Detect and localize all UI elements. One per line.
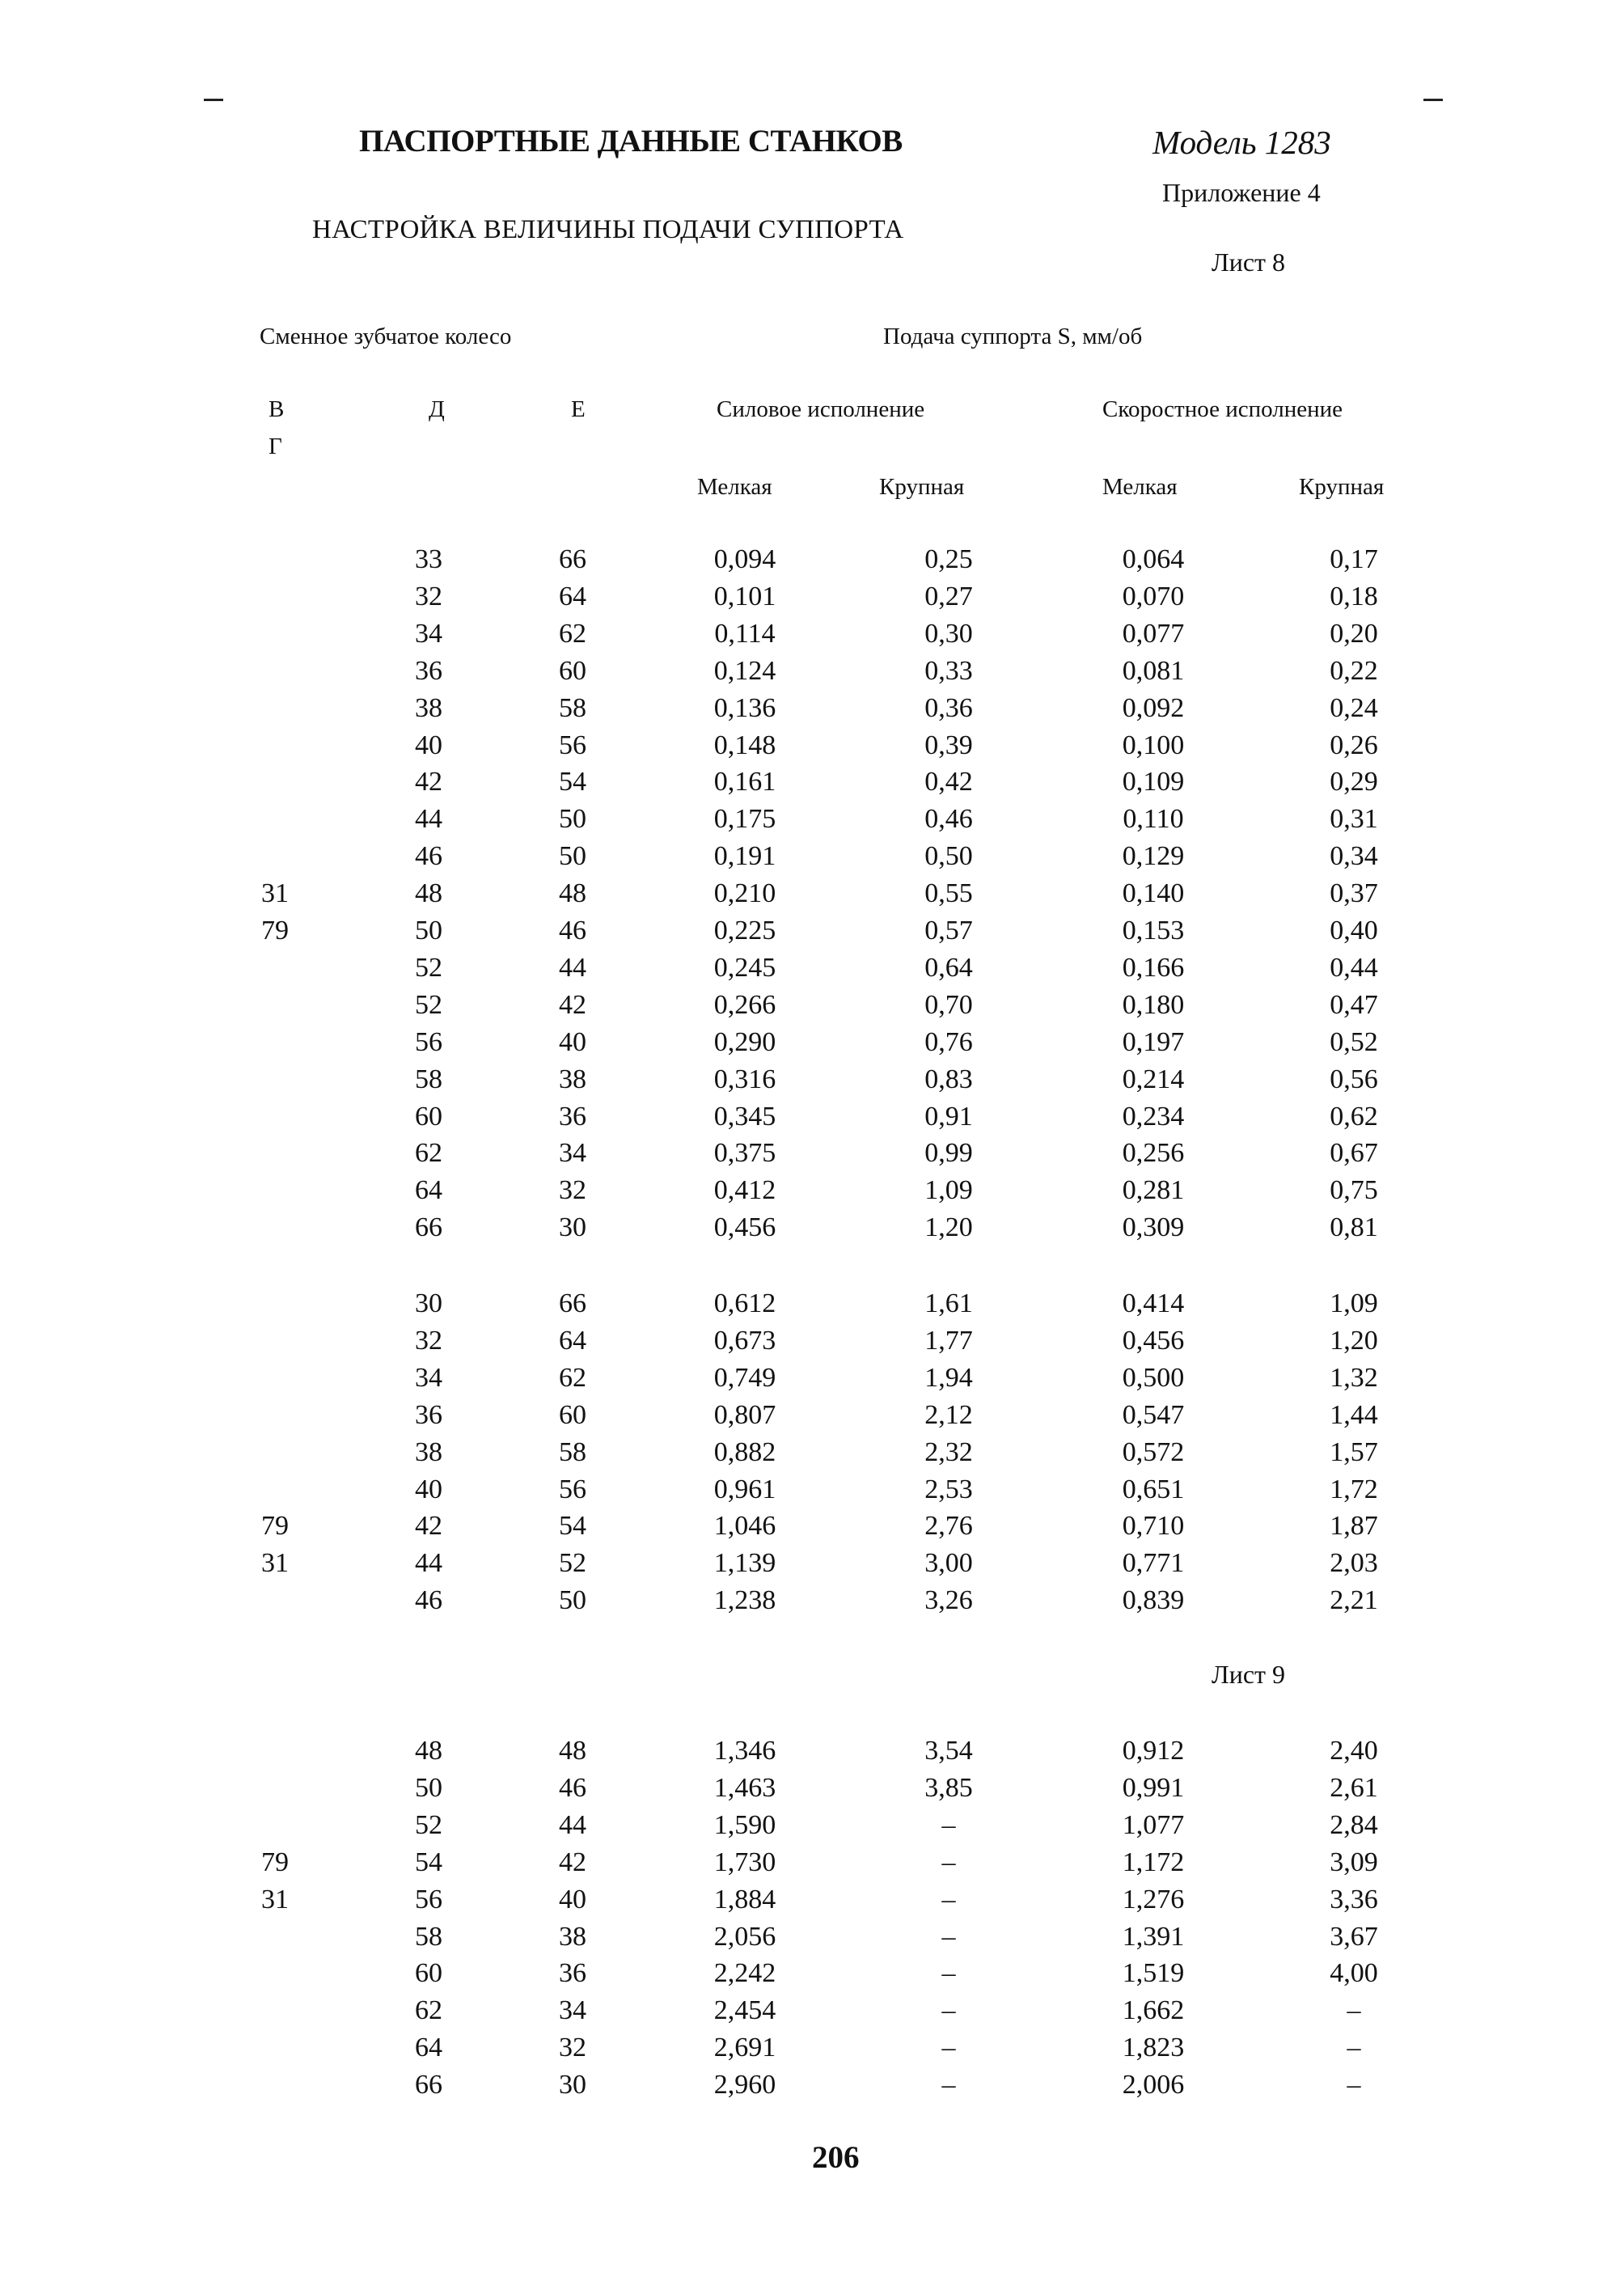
table-cell-power-fine: 2,242 [713, 1958, 776, 1989]
table-cell-speed-fine: 0,081 [1122, 655, 1185, 686]
table-cell-speed-fine: 0,197 [1122, 1026, 1185, 1057]
table-cell-speed-fine: 0,710 [1122, 1511, 1185, 1542]
table-cell-col-d: 44 [415, 1548, 442, 1579]
table-cell-power-fine: 0,245 [713, 952, 776, 983]
table-cell-col-d: 38 [415, 692, 442, 723]
table-cell-col-d: 40 [415, 730, 442, 760]
table-cell-col-d: 38 [415, 1436, 442, 1467]
margin-dash-left [204, 99, 223, 101]
table-cell-power-fine: 1,463 [713, 1772, 776, 1803]
table-cell-power-coarse: 2,53 [924, 1474, 973, 1504]
table-cell-speed-fine: 0,414 [1122, 1288, 1185, 1318]
table-cell-col-d: 34 [415, 618, 442, 649]
header-speed-mode: Скоростное исполнение [1102, 396, 1343, 422]
table-cell-speed-coarse: 0,20 [1330, 618, 1378, 649]
table-cell-col-d: 48 [415, 1736, 442, 1766]
table-cell-speed-coarse: – [1347, 2070, 1361, 2101]
table-cell-power-coarse: – [941, 1958, 956, 1989]
table-cell-speed-coarse: 4,00 [1330, 1958, 1378, 1989]
table-cell-power-fine: 0,961 [713, 1474, 776, 1504]
header-change-gear: Сменное зубчатое колесо [260, 324, 512, 349]
table-cell-power-coarse: 0,25 [924, 544, 973, 574]
header-col-b: В [269, 396, 285, 422]
table-cell-col-d: 52 [415, 1809, 442, 1840]
page-heading: ПАСПОРТНЫЕ ДАННЫЕ СТАНКОВ [359, 124, 903, 159]
table-cell-power-coarse: 3,26 [924, 1585, 973, 1616]
table-cell-speed-fine: 0,100 [1122, 730, 1185, 760]
table-cell-col-e: 50 [559, 804, 586, 835]
table-cell-col-d: 46 [415, 1585, 442, 1616]
table-cell-speed-fine: 1,662 [1122, 1995, 1185, 2026]
table-cell-speed-fine: 1,077 [1122, 1809, 1185, 1840]
table-cell-power-fine: 2,454 [713, 1995, 776, 2026]
table-cell-power-coarse: 0,46 [924, 804, 973, 835]
table-cell-col-e: 58 [559, 1436, 586, 1467]
table-cell-speed-coarse: – [1347, 2033, 1361, 2063]
table-cell-speed-fine: 0,153 [1122, 916, 1185, 946]
table-cell-power-coarse: 0,50 [924, 841, 973, 872]
table-cell-col-e: 60 [559, 655, 586, 686]
table-cell-col-b-g: 31 [261, 1884, 289, 1914]
table-cell-speed-coarse: 0,17 [1330, 544, 1378, 574]
table-cell-speed-fine: 0,092 [1122, 692, 1185, 723]
table-cell-power-fine: 0,749 [713, 1362, 776, 1393]
table-cell-col-e: 54 [559, 767, 586, 797]
table-cell-col-e: 34 [559, 1138, 586, 1169]
table-cell-power-coarse: 0,33 [924, 655, 973, 686]
table-cell-speed-coarse: 1,57 [1330, 1436, 1378, 1467]
table-cell-col-b-g: 79 [261, 916, 289, 946]
table-cell-col-d: 36 [415, 1399, 442, 1430]
table-cell-col-d: 62 [415, 1995, 442, 2026]
table-cell-power-fine: 0,101 [713, 581, 776, 611]
table-cell-col-d: 56 [415, 1026, 442, 1057]
table-cell-col-e: 44 [559, 952, 586, 983]
table-cell-power-coarse: 1,94 [924, 1362, 973, 1393]
table-cell-power-coarse: 0,76 [924, 1026, 973, 1057]
table-cell-col-d: 46 [415, 841, 442, 872]
table-cell-power-fine: 0,225 [713, 916, 776, 946]
table-cell-power-fine: 0,290 [713, 1026, 776, 1057]
appendix-label: Приложение 4 [1162, 178, 1321, 207]
table-cell-power-fine: 0,412 [713, 1175, 776, 1206]
table-cell-speed-fine: 0,281 [1122, 1175, 1185, 1206]
table-cell-speed-fine: 0,456 [1122, 1325, 1185, 1356]
table-cell-col-e: 60 [559, 1399, 586, 1430]
table-cell-speed-fine: 1,391 [1122, 1921, 1185, 1952]
table-cell-power-fine: 0,094 [713, 544, 776, 574]
table-cell-col-d: 60 [415, 1958, 442, 1989]
table-cell-power-fine: 0,124 [713, 655, 776, 686]
table-cell-power-fine: 0,114 [714, 618, 776, 649]
table-cell-speed-fine: 0,912 [1122, 1736, 1185, 1766]
table-cell-col-e: 34 [559, 1995, 586, 2026]
table-cell-speed-coarse: 2,21 [1330, 1585, 1378, 1616]
table-cell-col-d: 52 [415, 989, 442, 1020]
table-cell-speed-fine: 0,309 [1122, 1212, 1185, 1243]
table-cell-speed-fine: 0,500 [1122, 1362, 1185, 1393]
table-cell-col-e: 48 [559, 1736, 586, 1766]
table-cell-speed-fine: 0,129 [1122, 841, 1185, 872]
table-cell-speed-fine: 0,839 [1122, 1585, 1185, 1616]
header-col-d: Д [429, 396, 445, 422]
table-cell-col-e: 56 [559, 1474, 586, 1504]
table-cell-col-d: 66 [415, 1212, 442, 1243]
table-cell-speed-coarse: 3,67 [1330, 1921, 1378, 1952]
table-cell-power-fine: 1,730 [713, 1847, 776, 1877]
table-cell-col-e: 40 [559, 1884, 586, 1914]
table-cell-speed-coarse: 3,09 [1330, 1847, 1378, 1877]
table-cell-col-d: 54 [415, 1847, 442, 1877]
table-cell-speed-fine: 0,180 [1122, 989, 1185, 1020]
table-cell-speed-fine: 0,110 [1123, 804, 1184, 835]
table-cell-speed-fine: 0,771 [1122, 1548, 1185, 1579]
table-cell-col-e: 36 [559, 1101, 586, 1132]
table-cell-speed-coarse: 0,31 [1330, 804, 1378, 835]
table-cell-speed-fine: 0,109 [1122, 767, 1185, 797]
table-cell-col-d: 60 [415, 1101, 442, 1132]
table-cell-speed-fine: 1,276 [1122, 1884, 1185, 1914]
table-cell-col-d: 50 [415, 1772, 442, 1803]
table-cell-speed-fine: 0,651 [1122, 1474, 1185, 1504]
table-cell-power-fine: 1,046 [713, 1511, 776, 1542]
table-cell-col-e: 52 [559, 1548, 586, 1579]
table-cell-power-coarse: 1,77 [924, 1325, 973, 1356]
table-cell-speed-coarse: 0,44 [1330, 952, 1378, 983]
table-cell-power-coarse: 1,61 [924, 1288, 973, 1318]
table-cell-power-fine: 0,175 [713, 804, 776, 835]
table-cell-col-d: 56 [415, 1884, 442, 1914]
table-cell-speed-coarse: 0,26 [1330, 730, 1378, 760]
table-cell-col-e: 38 [559, 1064, 586, 1094]
table-cell-power-coarse: 1,09 [924, 1175, 973, 1206]
table-cell-speed-fine: 0,064 [1122, 544, 1185, 574]
table-cell-col-d: 40 [415, 1474, 442, 1504]
table-cell-power-fine: 0,136 [713, 692, 776, 723]
table-cell-speed-fine: 0,166 [1122, 952, 1185, 983]
table-cell-speed-coarse: 0,75 [1330, 1175, 1378, 1206]
table-cell-speed-coarse: 0,40 [1330, 916, 1378, 946]
table-cell-power-fine: 0,456 [713, 1212, 776, 1243]
table-cell-col-d: 58 [415, 1064, 442, 1094]
table-cell-col-d: 32 [415, 581, 442, 611]
table-cell-speed-coarse: 0,56 [1330, 1064, 1378, 1094]
subheader-speed-coarse: Крупная [1299, 474, 1385, 500]
table-cell-col-d: 42 [415, 1511, 442, 1542]
table-cell-col-b-g: 31 [261, 1548, 289, 1579]
table-cell-col-d: 62 [415, 1138, 442, 1169]
table-cell-speed-coarse: 1,72 [1330, 1474, 1378, 1504]
table-cell-speed-coarse: 0,22 [1330, 655, 1378, 686]
table-cell-power-coarse: 0,64 [924, 952, 973, 983]
table-cell-power-fine: 2,960 [713, 2070, 776, 2101]
table-cell-power-coarse: – [941, 1995, 956, 2026]
table-cell-col-b-g: 79 [261, 1847, 289, 1877]
table-cell-col-e: 38 [559, 1921, 586, 1952]
table-cell-col-d: 36 [415, 655, 442, 686]
table-cell-speed-coarse: 0,34 [1330, 841, 1378, 872]
table-cell-speed-coarse: 1,09 [1330, 1288, 1378, 1318]
table-cell-power-coarse: 0,55 [924, 878, 973, 909]
sheet-label-8: Лист 8 [1212, 247, 1286, 277]
table-cell-power-fine: 0,316 [713, 1064, 776, 1094]
table-cell-power-fine: 0,210 [713, 878, 776, 909]
table-cell-col-e: 62 [559, 618, 586, 649]
table-cell-col-d: 33 [415, 544, 442, 574]
table-cell-speed-coarse: – [1347, 1995, 1361, 2026]
table-cell-power-fine: 0,375 [713, 1138, 776, 1169]
table-cell-col-d: 64 [415, 1175, 442, 1206]
table-cell-power-fine: 1,238 [713, 1585, 776, 1616]
table-cell-col-e: 62 [559, 1362, 586, 1393]
table-cell-col-d: 30 [415, 1288, 442, 1318]
model-label: Модель 1283 [1152, 124, 1331, 161]
header-col-e: Е [571, 396, 586, 422]
table-cell-power-fine: 0,266 [713, 989, 776, 1020]
header-support-feed: Подача суппорта S, мм/об [883, 324, 1143, 349]
table-cell-speed-fine: 1,172 [1122, 1847, 1185, 1877]
table-cell-speed-coarse: 3,36 [1330, 1884, 1378, 1914]
table-cell-speed-coarse: 2,03 [1330, 1548, 1378, 1579]
table-cell-col-e: 56 [559, 730, 586, 760]
table-cell-power-fine: 0,882 [713, 1436, 776, 1467]
subheader-speed-fine: Мелкая [1102, 474, 1178, 500]
table-cell-col-e: 32 [559, 1175, 586, 1206]
section-title: НАСТРОЙКА ВЕЛИЧИНЫ ПОДАЧИ СУППОРТА [312, 215, 904, 244]
table-cell-speed-coarse: 2,84 [1330, 1809, 1378, 1840]
table-cell-speed-fine: 0,077 [1122, 618, 1185, 649]
table-cell-col-e: 48 [559, 878, 586, 909]
table-cell-speed-coarse: 0,18 [1330, 581, 1378, 611]
table-cell-speed-fine: 0,991 [1122, 1772, 1185, 1803]
table-cell-col-d: 66 [415, 2070, 442, 2101]
table-cell-speed-fine: 0,547 [1122, 1399, 1185, 1430]
table-cell-col-e: 64 [559, 581, 586, 611]
table-cell-power-coarse: 2,12 [924, 1399, 973, 1430]
table-cell-col-e: 36 [559, 1958, 586, 1989]
table-cell-col-d: 44 [415, 804, 442, 835]
table-cell-col-e: 66 [559, 1288, 586, 1318]
table-cell-power-coarse: 0,30 [924, 618, 973, 649]
table-cell-col-e: 42 [559, 1847, 586, 1877]
table-cell-power-coarse: 2,76 [924, 1511, 973, 1542]
table-cell-col-d: 64 [415, 2033, 442, 2063]
table-cell-power-coarse: – [941, 1884, 956, 1914]
table-cell-speed-fine: 1,519 [1122, 1958, 1185, 1989]
table-cell-col-e: 40 [559, 1026, 586, 1057]
margin-dash-right [1423, 99, 1443, 101]
table-cell-col-e: 46 [559, 1772, 586, 1803]
table-cell-power-fine: 1,884 [713, 1884, 776, 1914]
table-cell-col-d: 50 [415, 916, 442, 946]
table-cell-col-d: 48 [415, 878, 442, 909]
table-cell-speed-coarse: 0,47 [1330, 989, 1378, 1020]
table-cell-col-e: 30 [559, 2070, 586, 2101]
table-cell-speed-coarse: 0,29 [1330, 767, 1378, 797]
table-cell-power-fine: 0,148 [713, 730, 776, 760]
table-cell-power-fine: 0,161 [713, 767, 776, 797]
table-cell-speed-coarse: 1,87 [1330, 1511, 1378, 1542]
table-cell-col-e: 64 [559, 1325, 586, 1356]
table-cell-power-fine: 1,139 [713, 1548, 776, 1579]
table-cell-power-coarse: 0,83 [924, 1064, 973, 1094]
table-cell-col-e: 50 [559, 1585, 586, 1616]
header-power-mode: Силовое исполнение [717, 396, 925, 422]
table-cell-speed-fine: 0,070 [1122, 581, 1185, 611]
table-cell-power-fine: 1,346 [713, 1736, 776, 1766]
table-cell-speed-coarse: 2,61 [1330, 1772, 1378, 1803]
table-cell-speed-fine: 2,006 [1122, 2070, 1185, 2101]
table-cell-power-fine: 0,612 [713, 1288, 776, 1318]
table-cell-power-fine: 1,590 [713, 1809, 776, 1840]
table-cell-power-coarse: 0,57 [924, 916, 973, 946]
table-cell-power-coarse: 1,20 [924, 1212, 973, 1243]
table-cell-power-fine: 0,807 [713, 1399, 776, 1430]
table-cell-col-d: 42 [415, 767, 442, 797]
sheet-label-9: Лист 9 [1212, 1660, 1286, 1689]
table-cell-col-e: 58 [559, 692, 586, 723]
table-cell-power-coarse: 3,85 [924, 1772, 973, 1803]
table-cell-speed-coarse: 1,20 [1330, 1325, 1378, 1356]
table-cell-power-coarse: 0,27 [924, 581, 973, 611]
table-cell-power-coarse: 3,54 [924, 1736, 973, 1766]
table-cell-col-e: 30 [559, 1212, 586, 1243]
table-cell-col-e: 44 [559, 1809, 586, 1840]
table-cell-power-fine: 0,673 [713, 1325, 776, 1356]
table-cell-speed-fine: 0,234 [1122, 1101, 1185, 1132]
table-cell-speed-fine: 0,572 [1122, 1436, 1185, 1467]
table-cell-speed-coarse: 0,52 [1330, 1026, 1378, 1057]
table-cell-col-e: 42 [559, 989, 586, 1020]
table-cell-speed-coarse: 0,37 [1330, 878, 1378, 909]
table-cell-col-d: 52 [415, 952, 442, 983]
table-cell-power-coarse: 0,91 [924, 1101, 973, 1132]
table-cell-col-e: 54 [559, 1511, 586, 1542]
table-cell-power-coarse: 2,32 [924, 1436, 973, 1467]
table-cell-power-fine: 2,691 [713, 2033, 776, 2063]
table-cell-speed-coarse: 1,32 [1330, 1362, 1378, 1393]
table-cell-speed-fine: 0,140 [1122, 878, 1185, 909]
table-cell-power-fine: 0,345 [713, 1101, 776, 1132]
table-cell-col-e: 32 [559, 2033, 586, 2063]
table-cell-power-coarse: 0,36 [924, 692, 973, 723]
header-col-g: Г [269, 434, 282, 459]
page-number: 206 [812, 2140, 860, 2175]
table-cell-col-e: 50 [559, 841, 586, 872]
subheader-power-fine: Мелкая [697, 474, 772, 500]
table-cell-col-b-g: 31 [261, 878, 289, 909]
table-cell-speed-coarse: 0,67 [1330, 1138, 1378, 1169]
table-cell-col-e: 66 [559, 544, 586, 574]
table-cell-speed-coarse: 0,81 [1330, 1212, 1378, 1243]
table-cell-power-fine: 0,191 [713, 841, 776, 872]
table-cell-col-d: 34 [415, 1362, 442, 1393]
table-cell-speed-coarse: 1,44 [1330, 1399, 1378, 1430]
table-cell-col-d: 32 [415, 1325, 442, 1356]
subheader-power-coarse: Крупная [879, 474, 965, 500]
table-cell-speed-fine: 1,823 [1122, 2033, 1185, 2063]
table-cell-speed-coarse: 2,40 [1330, 1736, 1378, 1766]
table-cell-col-b-g: 79 [261, 1511, 289, 1542]
table-cell-speed-fine: 0,256 [1122, 1138, 1185, 1169]
table-cell-power-coarse: – [941, 2033, 956, 2063]
table-cell-power-fine: 2,056 [713, 1921, 776, 1952]
table-cell-power-coarse: 0,39 [924, 730, 973, 760]
table-cell-power-coarse: – [941, 1847, 956, 1877]
table-cell-power-coarse: 3,00 [924, 1548, 973, 1579]
table-cell-power-coarse: 0,42 [924, 767, 973, 797]
table-cell-power-coarse: 0,70 [924, 989, 973, 1020]
table-cell-speed-fine: 0,214 [1122, 1064, 1185, 1094]
table-cell-power-coarse: – [941, 1809, 956, 1840]
table-cell-col-e: 46 [559, 916, 586, 946]
table-cell-speed-coarse: 0,62 [1330, 1101, 1378, 1132]
table-cell-power-coarse: 0,99 [924, 1138, 973, 1169]
table-cell-power-coarse: – [941, 2070, 956, 2101]
table-cell-power-coarse: – [941, 1921, 956, 1952]
table-cell-speed-coarse: 0,24 [1330, 692, 1378, 723]
table-cell-col-d: 58 [415, 1921, 442, 1952]
